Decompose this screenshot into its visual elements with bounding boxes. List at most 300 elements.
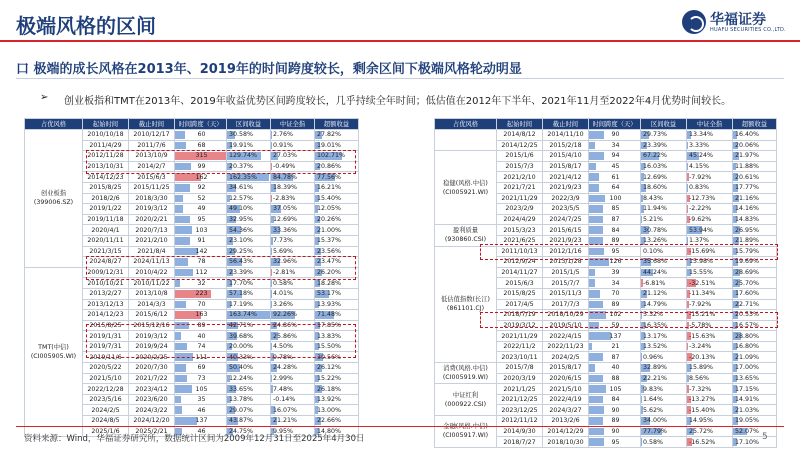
period-return: 129.74% <box>227 151 271 162</box>
duration-days: 105 <box>589 384 641 395</box>
end-date: 2022/4/15 <box>543 331 589 342</box>
period-return: 35.68% <box>641 257 687 268</box>
duration-days: 99 <box>175 161 227 172</box>
end-date: 2015/6/12 <box>129 310 175 321</box>
start-date: 2019/1/22 <box>83 204 129 215</box>
index-return: 7.73% <box>271 235 315 246</box>
excess-return: 22.66% <box>315 416 359 427</box>
style-table-right <box>434 118 777 448</box>
duration-bar <box>589 438 604 446</box>
duration-days: 59 <box>589 320 641 331</box>
duration-days: 32 <box>175 278 227 289</box>
period-return: 8.43% <box>641 193 687 204</box>
index-return: 7.48% <box>271 384 315 395</box>
duration-bar <box>589 375 603 383</box>
table-row <box>435 363 777 374</box>
start-date: 2021/7/21 <box>497 182 543 193</box>
start-date: 2010/10/18 <box>83 130 129 141</box>
duration-bar <box>589 248 604 256</box>
start-date: 2018/2/6 <box>83 193 129 204</box>
period-return: 30.78% <box>641 225 687 236</box>
excess-return: 21.09% <box>733 352 777 363</box>
column-header: 占优风格 <box>25 119 83 130</box>
duration-days: 89 <box>589 299 641 310</box>
index-return: -3.24% <box>687 341 733 352</box>
duration-bar <box>175 343 187 351</box>
period-return: 43.87% <box>227 416 271 427</box>
duration-days: 315 <box>175 151 227 162</box>
end-date: 2025/2/21 <box>129 426 175 437</box>
page-title: 极端风格的区间 <box>16 14 156 38</box>
duration-days: 89 <box>589 235 641 246</box>
period-return: 50.40% <box>227 363 271 374</box>
end-date: 2015/11/3 <box>543 288 589 299</box>
end-date: 2017/7/3 <box>543 299 589 310</box>
period-return: 56.43% <box>227 257 271 268</box>
end-date: 2018/10/30 <box>543 437 589 448</box>
index-return: 92.26% <box>271 310 315 321</box>
end-date: 2020/6/15 <box>543 373 589 384</box>
period-return: 16.03% <box>641 161 687 172</box>
period-return: 40.33% <box>227 352 271 363</box>
excess-return: 26.20% <box>315 267 359 278</box>
end-date: 2021/5/10 <box>543 384 589 395</box>
start-date: 2021/1/25 <box>497 384 543 395</box>
excess-return: 13.83% <box>315 331 359 342</box>
index-return: 5.69% <box>271 246 315 257</box>
duration-bar <box>589 290 600 298</box>
duration-bar <box>589 396 603 404</box>
end-date: 2010/11/22 <box>129 278 175 289</box>
duration-days: 100 <box>589 193 641 204</box>
start-date: 2017/4/5 <box>497 299 543 310</box>
duration-bar <box>175 142 186 150</box>
duration-bar <box>589 131 604 139</box>
table-row <box>435 225 777 236</box>
table-row <box>25 130 359 141</box>
period-return: 67.22% <box>641 151 687 162</box>
start-date: 2013/2/27 <box>83 288 129 299</box>
index-return: 0.58% <box>271 278 315 289</box>
duration-days: 95 <box>175 214 227 225</box>
period-return: 29.25% <box>227 246 271 257</box>
duration-days: 34 <box>589 278 641 289</box>
duration-bar <box>589 163 596 171</box>
index-return: 15.55% <box>687 267 733 278</box>
duration-days: 61 <box>589 172 641 183</box>
index-return: 1.37% <box>687 235 733 246</box>
duration-days: 137 <box>175 416 227 427</box>
table-row <box>25 267 359 278</box>
period-return: 24.75% <box>227 426 271 437</box>
duration-days: 142 <box>175 246 227 257</box>
end-date: 2020/2/25 <box>129 352 175 363</box>
duration-bar <box>589 311 606 319</box>
end-date: 2024/3/27 <box>543 405 589 416</box>
table-row <box>435 246 777 257</box>
index-return: 53.94% <box>687 225 733 236</box>
duration-days: 84 <box>589 225 641 236</box>
period-return: 32.89% <box>641 363 687 374</box>
excess-return: 17.77% <box>733 182 777 193</box>
duration-days: 88 <box>589 373 641 384</box>
style-group-label: TMT(中信) (CI005905.WI) <box>25 267 83 437</box>
start-date: 2014/12/23 <box>83 172 129 183</box>
index-return: 2.99% <box>271 373 315 384</box>
excess-return: 30.56% <box>315 352 359 363</box>
duration-days: 137 <box>589 331 641 342</box>
index-return: -7.92% <box>687 299 733 310</box>
end-date: 2015/6/15 <box>543 225 589 236</box>
excess-return: 53.17% <box>315 288 359 299</box>
duration-bar <box>589 343 592 351</box>
end-date: 2020/2/21 <box>129 214 175 225</box>
excess-return: 11.88% <box>733 161 777 172</box>
start-date: 2014/9/30 <box>497 426 543 437</box>
end-date: 2018/10/29 <box>543 310 589 321</box>
column-header: 区间收益 <box>641 119 687 130</box>
index-return: 16.07% <box>271 405 315 416</box>
excess-return: 19.69% <box>733 257 777 268</box>
excess-return: 15.40% <box>315 193 359 204</box>
title-divider <box>0 40 800 42</box>
duration-bar <box>589 216 603 224</box>
duration-days: 90 <box>589 405 641 416</box>
start-date: 2023/10/11 <box>497 352 543 363</box>
index-return: -13.27% <box>687 394 733 405</box>
excess-return: 19.05% <box>733 416 777 427</box>
index-return: -15.40% <box>687 405 733 416</box>
period-return: 0.96% <box>641 352 687 363</box>
duration-bar <box>175 375 187 383</box>
column-header: 起始时间 <box>83 119 129 130</box>
start-date: 2020/5/22 <box>83 363 129 374</box>
period-return: 34.61% <box>227 182 271 193</box>
start-date: 2024/8/5 <box>83 416 129 427</box>
period-return: 163.74% <box>227 310 271 321</box>
excess-return: 13.92% <box>315 394 359 405</box>
start-date: 2014/8/12 <box>497 130 543 141</box>
index-return: -2.83% <box>271 193 315 204</box>
excess-return: 18.28% <box>315 278 359 289</box>
end-date: 2023/6/20 <box>129 394 175 405</box>
logo-mark-icon <box>682 10 706 34</box>
duration-bar <box>175 301 186 309</box>
duration-days: 46 <box>175 405 227 416</box>
end-date: 2015/2/18 <box>543 140 589 151</box>
index-return: 4.50% <box>271 341 315 352</box>
excess-return: 77.56% <box>315 172 359 183</box>
duration-bar <box>589 205 603 213</box>
excess-return: 17.10% <box>733 437 777 448</box>
end-date: 2020/7/13 <box>129 225 175 236</box>
excess-return: 52.07% <box>733 426 777 437</box>
end-date: 2012/1/16 <box>543 246 589 257</box>
duration-days: 70 <box>175 299 227 310</box>
duration-days: 39 <box>589 267 641 278</box>
start-date: 2019/1/31 <box>83 331 129 342</box>
excess-return: 16.57% <box>733 320 777 331</box>
start-date: 2009/12/31 <box>83 267 129 278</box>
column-header: 超额收益 <box>733 119 777 130</box>
end-date: 2015/4/10 <box>543 151 589 162</box>
period-return: 77.79% <box>641 426 687 437</box>
start-date: 2021/6/25 <box>497 235 543 246</box>
duration-days: 84 <box>589 394 641 405</box>
source-note: 资料来源：Wind，华福证券研究所，数据统计区间为2009年12月31日至2025年4月30日 <box>24 434 365 444</box>
end-date: 2021/4/12 <box>543 172 589 183</box>
duration-bar <box>589 322 599 330</box>
period-return: 5.32% <box>641 310 687 321</box>
end-date: 2024/3/22 <box>129 405 175 416</box>
period-return: 23.39% <box>227 267 271 278</box>
duration-bar <box>589 269 595 277</box>
index-return: -7.32% <box>687 384 733 395</box>
period-return: 57.18% <box>227 288 271 299</box>
index-return: 2.76% <box>271 130 315 141</box>
end-date: 2013/10/9 <box>129 151 175 162</box>
duration-days: 95 <box>589 246 641 257</box>
period-return: 5.62% <box>641 405 687 416</box>
duration-bar <box>175 163 191 171</box>
table-row <box>435 416 777 427</box>
end-date: 2024/2/5 <box>543 352 589 363</box>
index-return: -2.81% <box>271 267 315 278</box>
duration-days: 111 <box>175 352 227 363</box>
period-return: 32.95% <box>227 214 271 225</box>
bullet-arrow-icon: ➢ <box>40 92 49 103</box>
excess-return: 28.80% <box>733 331 777 342</box>
end-date: 2019/5/10 <box>543 320 589 331</box>
start-date: 2019/11/18 <box>83 214 129 225</box>
page-number: 5 <box>762 432 768 442</box>
column-header: 占优风格 <box>435 119 497 130</box>
start-date: 2013/10/31 <box>83 161 129 172</box>
style-table-left <box>24 118 359 437</box>
end-date: 2011/7/6 <box>129 140 175 151</box>
duration-bar <box>589 353 603 361</box>
end-date: 2021/9/23 <box>543 235 589 246</box>
start-date: 2022/12/28 <box>83 384 129 395</box>
end-date: 2023/5/5 <box>543 204 589 215</box>
period-return: 0.58% <box>641 437 687 448</box>
company-logo <box>682 8 792 36</box>
start-date: 2015/8/25 <box>83 320 129 331</box>
period-return: 17.19% <box>227 299 271 310</box>
period-return: 54.36% <box>227 225 271 236</box>
duration-days: 90 <box>589 426 641 437</box>
period-return: 20.37% <box>227 161 271 172</box>
subtitle-divider <box>16 78 784 79</box>
index-return: 33.36% <box>271 225 315 236</box>
index-return: -5.78% <box>687 320 733 331</box>
logo-name-en: HUAFU SECURITIES CO.,LTD. <box>710 27 786 33</box>
footer-divider <box>16 426 784 427</box>
style-group-label: 中证红利 (000922.CSI) <box>435 384 497 416</box>
start-date: 2015/1/6 <box>497 151 543 162</box>
duration-days: 69 <box>175 363 227 374</box>
start-date: 2015/7/8 <box>497 363 543 374</box>
end-date: 2024/7/25 <box>543 214 589 225</box>
start-date: 2019/7/31 <box>83 341 129 352</box>
duration-days: 78 <box>175 257 227 268</box>
end-date: 2021/7/22 <box>129 373 175 384</box>
period-return: 18.60% <box>641 182 687 193</box>
period-return: 30.58% <box>227 130 271 141</box>
period-return: 42.71% <box>227 320 271 331</box>
start-date: 2014/11/27 <box>497 267 543 278</box>
excess-return: 21.03% <box>733 405 777 416</box>
period-return: 162.35% <box>227 172 271 183</box>
index-return: -0.49% <box>271 161 315 172</box>
start-date: 2025/1/6 <box>83 426 129 437</box>
index-return: -7.92% <box>687 172 733 183</box>
duration-bar <box>589 417 603 425</box>
excess-return: 23.47% <box>315 257 359 268</box>
end-date: 2010/12/17 <box>129 130 175 141</box>
end-date: 2015/1/5 <box>543 267 589 278</box>
start-date: 2021/11/29 <box>497 331 543 342</box>
start-date: 2011/4/29 <box>83 140 129 151</box>
period-return: 39.68% <box>227 331 271 342</box>
duration-bar <box>589 385 606 393</box>
excess-return: 20.61% <box>733 172 777 183</box>
duration-days: 21 <box>589 341 641 352</box>
start-date: 2021/2/10 <box>497 172 543 183</box>
end-date: 2015/11/25 <box>129 182 175 193</box>
excess-return: 14.80% <box>315 426 359 437</box>
end-date: 2015/7/7 <box>543 278 589 289</box>
excess-return: 21.00% <box>315 225 359 236</box>
period-return: 17.70% <box>227 278 271 289</box>
column-header: 超额收益 <box>315 119 359 130</box>
start-date: 2023/12/25 <box>497 405 543 416</box>
start-date: 2023/2/9 <box>497 204 543 215</box>
duration-days: 40 <box>589 363 641 374</box>
period-return: 29.07% <box>227 405 271 416</box>
excess-return: 20.06% <box>733 140 777 151</box>
start-date: 2024/8/27 <box>83 257 129 268</box>
period-return: 12.69% <box>641 172 687 183</box>
index-return: 3.33% <box>687 140 733 151</box>
duration-days: 126 <box>589 257 641 268</box>
index-return: 13.34% <box>687 130 733 141</box>
duration-bar <box>589 226 603 234</box>
excess-return: 16.80% <box>733 341 777 352</box>
start-date: 2019/3/12 <box>497 320 543 331</box>
period-return: 9.83% <box>641 384 687 395</box>
period-return: 13.78% <box>227 394 271 405</box>
end-date: 2013/2/6 <box>543 416 589 427</box>
end-date: 2014/12/29 <box>543 426 589 437</box>
duration-days: 64 <box>589 182 641 193</box>
end-date: 2023/4/12 <box>129 384 175 395</box>
duration-days: 92 <box>175 182 227 193</box>
index-return: 14.95% <box>687 416 733 427</box>
duration-days: 105 <box>175 384 227 395</box>
duration-bar <box>175 205 183 213</box>
start-date: 2014/12/23 <box>83 310 129 321</box>
table-row <box>435 384 777 395</box>
start-date: 2012/11/28 <box>83 151 129 162</box>
start-date: 2015/3/23 <box>497 225 543 236</box>
period-return: 33.65% <box>227 384 271 395</box>
style-group-label: 低估值指数(长江) (861101.CJ) <box>435 246 497 363</box>
start-date: 2021/5/10 <box>83 373 129 384</box>
period-return: 23.10% <box>227 235 271 246</box>
period-return: 22.21% <box>641 373 687 384</box>
excess-return: 16.21% <box>315 182 359 193</box>
start-date: 2013/12/13 <box>83 299 129 310</box>
end-date: 2014/2/7 <box>129 161 175 172</box>
period-return: 0.10% <box>641 246 687 257</box>
duration-bar <box>175 131 185 139</box>
duration-bar <box>175 184 190 192</box>
end-date: 2015/8/17 <box>543 363 589 374</box>
excess-return: 20.53% <box>733 310 777 321</box>
excess-return: 15.37% <box>315 235 359 246</box>
excess-return: 21.89% <box>733 235 777 246</box>
index-return: 0.83% <box>687 182 733 193</box>
excess-return: 16.40% <box>733 130 777 141</box>
column-header: 截止时间 <box>129 119 175 130</box>
index-return: -16.52% <box>687 437 733 448</box>
excess-return: 15.50% <box>315 341 359 352</box>
excess-return: 17.85% <box>315 320 359 331</box>
column-header: 中证全指 <box>687 119 733 130</box>
duration-days: 163 <box>175 310 227 321</box>
excess-return: 26.18% <box>315 384 359 395</box>
period-return: 20.00% <box>227 341 271 352</box>
end-date: 2021/2/10 <box>129 235 175 246</box>
period-return: 21.12% <box>641 288 687 299</box>
duration-days: 91 <box>175 235 227 246</box>
start-date: 2024/2/5 <box>83 405 129 416</box>
start-date: 2011/10/13 <box>497 246 543 257</box>
duration-days: 52 <box>175 193 227 204</box>
period-return: 1.64% <box>641 394 687 405</box>
table-row <box>435 151 777 162</box>
duration-bar <box>589 173 599 181</box>
duration-days: 40 <box>175 331 227 342</box>
style-group-label: (CI005917.WI) <box>435 416 497 448</box>
start-date: 2022/11/2 <box>497 341 543 352</box>
start-date: 2018/7/27 <box>497 437 543 448</box>
duration-bar <box>589 184 599 192</box>
duration-days: 223 <box>175 288 227 299</box>
duration-bar <box>175 226 192 234</box>
start-date: 2020/11/11 <box>83 235 129 246</box>
duration-days: 103 <box>175 225 227 236</box>
excess-return: 13.93% <box>315 299 359 310</box>
duration-bar <box>589 364 595 372</box>
duration-days: 162 <box>175 172 227 183</box>
index-return: 25.72% <box>687 426 733 437</box>
duration-days: 46 <box>175 426 227 437</box>
start-date: 2012/9/24 <box>497 257 543 268</box>
excess-return: 14.16% <box>733 204 777 215</box>
column-header: 起始时间 <box>497 119 543 130</box>
end-date: 2022/3/9 <box>543 193 589 204</box>
period-return: 13.52% <box>641 341 687 352</box>
excess-return: 28.69% <box>733 267 777 278</box>
duration-days: 68 <box>175 140 227 151</box>
duration-bar <box>175 406 182 414</box>
excess-return: 102.71% <box>315 151 359 162</box>
duration-bar <box>589 406 604 414</box>
end-date: 2024/11/13 <box>129 257 175 268</box>
style-group-label <box>435 130 497 151</box>
